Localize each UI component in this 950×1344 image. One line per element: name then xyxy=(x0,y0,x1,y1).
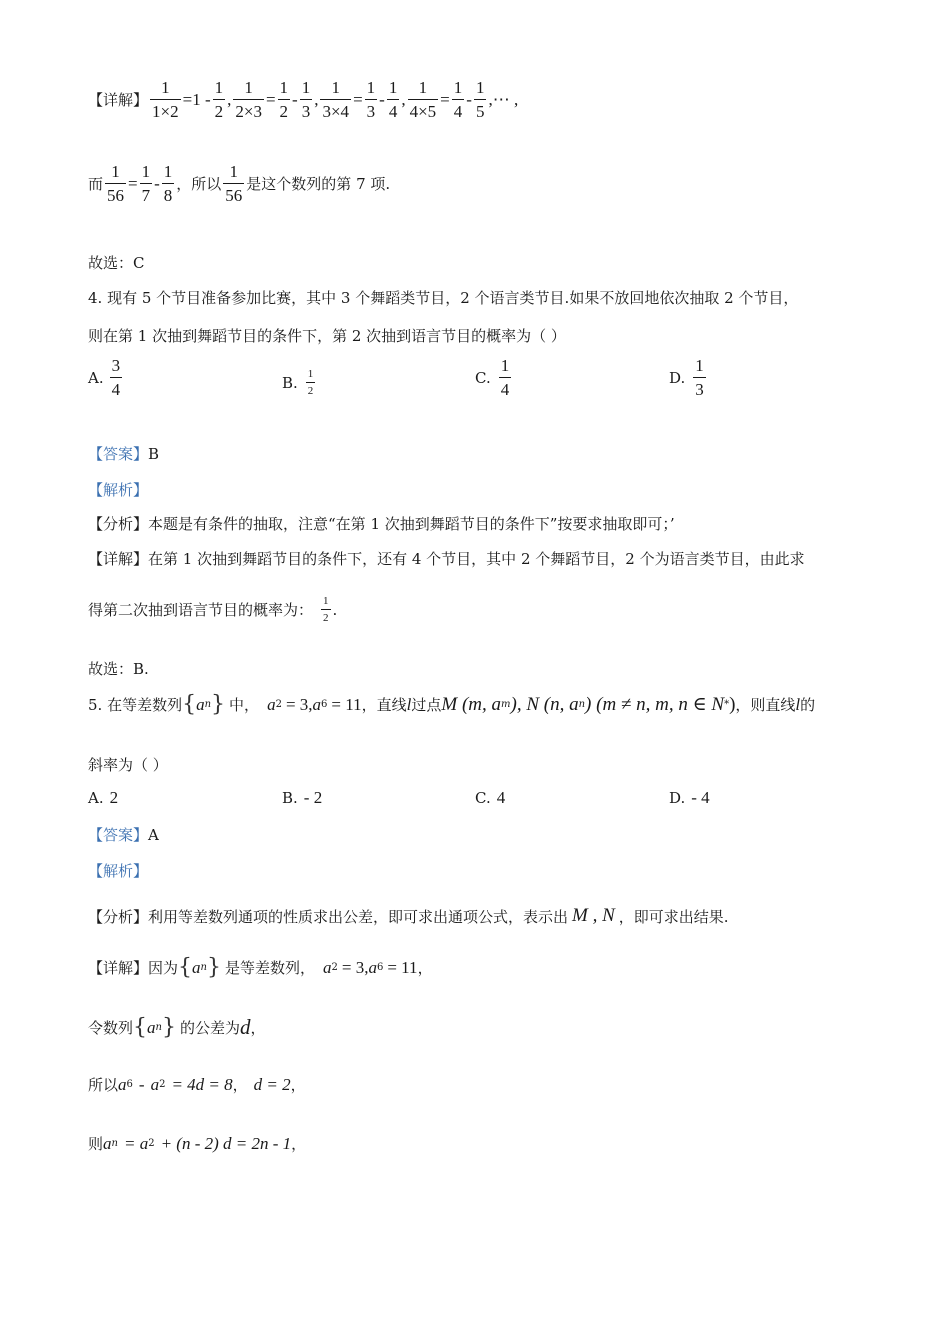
fraction: $\frac{1}{1\times 2}$ xyxy=(152,78,179,121)
q5-option-d: D. - 4 xyxy=(669,788,710,807)
q4-option-a: A. $\frac{3}{4}$ xyxy=(88,356,121,399)
q4-stem-2: 则在第 1 次抽到舞蹈节目的条件下，第 2 次抽到语言节目的概率为（ ） xyxy=(88,327,566,345)
detail-label: 【详解】 xyxy=(88,91,149,110)
choose-c: 故选：C xyxy=(88,254,145,272)
fraction: $\frac{1}{4}$ xyxy=(388,78,398,121)
q5-analysis: 【分析】 利用等差数列通项的性质求出公差，即可求出通项公式，表示出 M , N ，即可求出结果. xyxy=(88,905,729,926)
seq-an: { a n } xyxy=(182,692,226,717)
q5-detail-4: 则 a n = a 2 + (n - 2) d = 2n - 1 ， xyxy=(88,1133,307,1153)
fraction: $\frac{1}{5}$ xyxy=(475,78,485,121)
fraction: $\frac{1}{56}$ xyxy=(107,162,125,205)
q4-analysis: 【分析】 本题是有条件的抽取，注意“在第 1 次抽到舞蹈节目的条件下”按要求抽取即可；’ xyxy=(88,515,675,533)
fraction: $\frac{1}{7}$ xyxy=(141,162,151,205)
q5-stem-1: 5. 在等差数列 { a n } 中， a 2 = 3, a 6 = 11 ，直线 l 过点 M (m, a m ), N (n, a n ) (m ≠ n, m, n ∈ N * ) ，则直线 l 的 xyxy=(88,692,816,717)
q4-jiexi-label: 【解析】 xyxy=(88,481,149,499)
q5-answer: 【答案】 A xyxy=(88,825,159,844)
q5-option-a: A. 2 xyxy=(88,788,119,807)
q5-detail-2: 令数列 { a n } 的公差为 d ， xyxy=(88,1015,266,1040)
q4-option-d: D. $\frac{1}{3}$ xyxy=(669,356,704,399)
fraction: $\frac{1}{3}$ xyxy=(301,78,311,121)
q4-option-c: C. $\frac{1}{4}$ xyxy=(475,356,510,399)
fraction: $\frac{1}{4}$ xyxy=(453,78,463,121)
fraction: $\frac{1}{2}$ xyxy=(214,78,224,121)
q5-stem-2: 斜率为（ ） xyxy=(88,756,168,774)
fraction: $\frac{1}{4\times 5}$ xyxy=(409,78,437,121)
q4-detail-1: 【详解】 在第 1 次抽到舞蹈节目的条件下，还有 4 个节目，其中 2 个舞蹈节目，2 个为语言类节目，由此求 xyxy=(88,550,805,568)
q4-detail-2: 得第二次抽到语言节目的概率为： $\frac{1}{2}$ . xyxy=(88,595,338,624)
q4-answer: 【答案】 B xyxy=(88,444,160,463)
fraction: $\frac{1}{3}$ xyxy=(366,78,376,121)
detail-eq-row: 【详解】 $\frac{1}{1\times 2}$ =1 - $\frac{1}{2}$ , $\frac{1}{2\times 3}$ = $\frac{1}{2}$ - $\frac{1}{3}$ , $\frac{1}{3\times 4}$ = $\frac{1}{3}$ - $\frac{1}{4}$ , $\frac{1}{4\times 5}$ = $\frac{1}{4}$ - $\frac{1}{5}$ ,⋯ , xyxy=(88,78,519,121)
q5-jiexi-label: 【解析】 xyxy=(88,862,149,880)
fraction: $\frac{1}{2\times 3}$ xyxy=(235,78,262,121)
choose-b: 故选：B. xyxy=(88,660,149,678)
math-text: =1 - xyxy=(182,89,211,109)
fraction: $\frac{1}{2}$ xyxy=(279,78,289,121)
detail-conclusion-row: 而 $\frac{1}{56}$ = $\frac{1}{7}$ - $\frac{1}{8}$ ，所以 $\frac{1}{56}$ 是这个数列的第 7 项. xyxy=(88,162,391,205)
q5-detail-1: 【详解】 因为 { a n } 是等差数列， a 2 = 3, a 6 = 11 ， xyxy=(88,955,433,980)
q4-stem-1: 4. 现有 5 个节目准备参加比赛，其中 3 个舞蹈类节目，2 个语言类节目.如果不放回地依次抽取 2 个节目， xyxy=(88,289,799,307)
fraction: $\frac{1}{3\times 4}$ xyxy=(322,78,350,121)
q5-detail-3: 所以 a 6 - a 2 = 4d = 8 ， d = 2 ， xyxy=(88,1074,306,1094)
q5-option-b: B. - 2 xyxy=(282,788,323,807)
q5-option-c: C. 4 xyxy=(475,788,506,807)
fraction: $\frac{1}{56}$ xyxy=(225,162,243,205)
q4-option-b: B. $\frac{1}{2}$ xyxy=(282,368,314,397)
fraction: $\frac{1}{8}$ xyxy=(163,162,173,205)
